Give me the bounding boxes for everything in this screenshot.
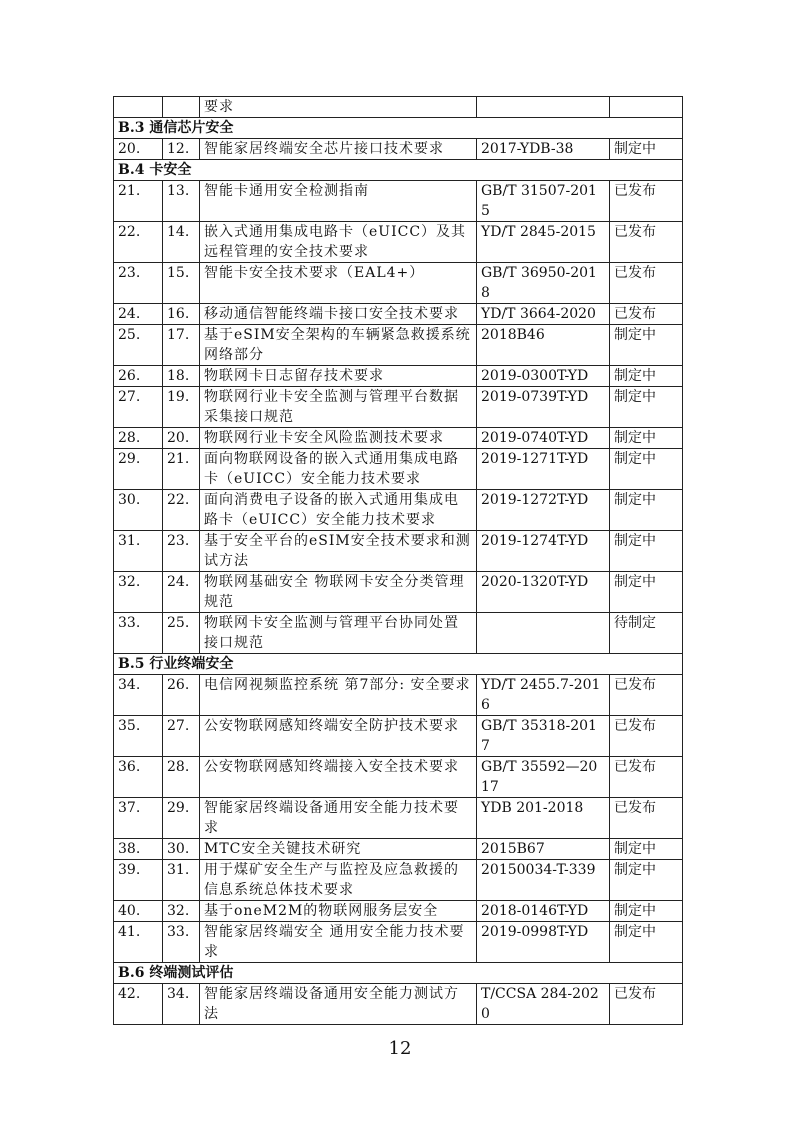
table-row xyxy=(114,222,683,263)
standards-table-body xyxy=(114,97,683,1025)
sub-number: 14. xyxy=(163,222,200,263)
standard-code: 2018B46 xyxy=(477,325,610,366)
standard-name: 用于煤矿安全生产与监控及应急救援的信息系统总体技术要求 xyxy=(200,860,477,901)
standard-code: 2019-1272T-YD xyxy=(477,490,610,531)
standard-name: 公安物联网感知终端接入安全技术要求 xyxy=(200,757,477,798)
table-row xyxy=(114,366,683,387)
row-number: 37. xyxy=(114,798,163,839)
standard-status: 制定中 xyxy=(610,922,683,963)
row-number: 36. xyxy=(114,757,163,798)
page-number: 12 xyxy=(388,1038,412,1059)
row-number xyxy=(114,97,163,118)
sub-number: 19. xyxy=(163,387,200,428)
section-header-row xyxy=(114,160,683,181)
row-number: 24. xyxy=(114,304,163,325)
row-number: 42. xyxy=(114,984,163,1025)
standard-code: 2019-0300T-YD xyxy=(477,366,610,387)
standard-name: 物联网行业卡安全风险监测技术要求 xyxy=(200,428,477,449)
standard-status: 已发布 xyxy=(610,222,683,263)
table-row xyxy=(114,531,683,572)
row-number: 34. xyxy=(114,675,163,716)
table-row xyxy=(114,263,683,304)
sub-number: 30. xyxy=(163,839,200,860)
standard-name: 智能家居终端安全 通用安全能力技术要求 xyxy=(200,922,477,963)
standard-code: 2019-1274T-YD xyxy=(477,531,610,572)
standard-code: YD/T 2455.7-2016 xyxy=(477,675,610,716)
standards-table xyxy=(113,96,683,1025)
standard-code: T/CCSA 284-2020 xyxy=(477,984,610,1025)
standard-code: 2015B67 xyxy=(477,839,610,860)
standard-code xyxy=(477,613,610,654)
table-row xyxy=(114,757,683,798)
table-row xyxy=(114,490,683,531)
standard-code: 2017-YDB-38 xyxy=(477,139,610,160)
table-row xyxy=(114,428,683,449)
standard-name: 物联网基础安全 物联网卡安全分类管理规范 xyxy=(200,572,477,613)
standard-status: 制定中 xyxy=(610,139,683,160)
table-row xyxy=(114,572,683,613)
standard-status: 制定中 xyxy=(610,366,683,387)
standard-code: 2019-0740T-YD xyxy=(477,428,610,449)
standard-name: 电信网视频监控系统 第7部分: 安全要求 xyxy=(200,675,477,716)
standard-name: 智能卡通用安全检测指南 xyxy=(200,181,477,222)
standard-status: 制定中 xyxy=(610,449,683,490)
standard-name: MTC安全关键技术研究 xyxy=(200,839,477,860)
standard-code: GB/T 35592—2017 xyxy=(477,757,610,798)
standard-name: 智能家居终端设备通用安全能力测试方法 xyxy=(200,984,477,1025)
row-number: 35. xyxy=(114,716,163,757)
row-number: 26. xyxy=(114,366,163,387)
sub-number: 28. xyxy=(163,757,200,798)
standard-status: 制定中 xyxy=(610,428,683,449)
sub-number: 17. xyxy=(163,325,200,366)
table-row xyxy=(114,97,683,118)
standard-status: 已发布 xyxy=(610,304,683,325)
standard-name: 要求 xyxy=(200,97,477,118)
standard-name: 公安物联网感知终端安全防护技术要求 xyxy=(200,716,477,757)
table-row xyxy=(114,613,683,654)
standard-name: 基于oneM2M的物联网服务层安全 xyxy=(200,901,477,922)
table-row xyxy=(114,716,683,757)
sub-number: 15. xyxy=(163,263,200,304)
table-row xyxy=(114,901,683,922)
standard-name: 物联网卡日志留存技术要求 xyxy=(200,366,477,387)
section-header-row xyxy=(114,654,683,675)
sub-number: 24. xyxy=(163,572,200,613)
standard-name: 基于eSIM安全架构的车辆紧急救援系统 网络部分 xyxy=(200,325,477,366)
standard-code: GB/T 35318-2017 xyxy=(477,716,610,757)
standard-name: 面向消费电子设备的嵌入式通用集成电路卡（eUICC）安全能力技术要求 xyxy=(200,490,477,531)
standard-code xyxy=(477,97,610,118)
row-number: 21. xyxy=(114,181,163,222)
sub-number: 23. xyxy=(163,531,200,572)
row-number: 38. xyxy=(114,839,163,860)
sub-number: 27. xyxy=(163,716,200,757)
standard-name: 面向物联网设备的嵌入式通用集成电路卡（eUICC）安全能力技术要求 xyxy=(200,449,477,490)
section-header-row xyxy=(114,963,683,984)
standard-status: 制定中 xyxy=(610,490,683,531)
section-title: B.3 通信芯片安全 xyxy=(114,118,683,139)
sub-number: 21. xyxy=(163,449,200,490)
standard-name: 智能家居终端设备通用安全能力技术要求 xyxy=(200,798,477,839)
section-title: B.4 卡安全 xyxy=(114,160,683,181)
standard-status: 已发布 xyxy=(610,984,683,1025)
standard-status: 制定中 xyxy=(610,572,683,613)
row-number: 20. xyxy=(114,139,163,160)
sub-number: 33. xyxy=(163,922,200,963)
standard-status: 待制定 xyxy=(610,613,683,654)
sub-number: 29. xyxy=(163,798,200,839)
row-number: 28. xyxy=(114,428,163,449)
standard-code: 2020-1320T-YD xyxy=(477,572,610,613)
sub-number: 13. xyxy=(163,181,200,222)
row-number: 32. xyxy=(114,572,163,613)
row-number: 40. xyxy=(114,901,163,922)
standard-name: 物联网行业卡安全监测与管理平台数据采集接口规范 xyxy=(200,387,477,428)
sub-number xyxy=(163,97,200,118)
standard-status: 已发布 xyxy=(610,798,683,839)
row-number: 33. xyxy=(114,613,163,654)
sub-number: 22. xyxy=(163,490,200,531)
standard-name: 移动通信智能终端卡接口安全技术要求 xyxy=(200,304,477,325)
section-title: B.6 终端测试评估 xyxy=(114,963,683,984)
table-row xyxy=(114,325,683,366)
table-row xyxy=(114,922,683,963)
sub-number: 32. xyxy=(163,901,200,922)
standard-code: YD/T 3664-2020 xyxy=(477,304,610,325)
standard-code: 2018-0146T-YD xyxy=(477,901,610,922)
standard-code: 2019-0739T-YD xyxy=(477,387,610,428)
standard-status xyxy=(610,97,683,118)
section-title: B.5 行业终端安全 xyxy=(114,654,683,675)
standard-code: YD/T 2845-2015 xyxy=(477,222,610,263)
sub-number: 34. xyxy=(163,984,200,1025)
standard-status: 已发布 xyxy=(610,757,683,798)
standard-code: GB/T 36950-2018 xyxy=(477,263,610,304)
standard-status: 已发布 xyxy=(610,181,683,222)
standard-name: 智能卡安全技术要求（EAL4+） xyxy=(200,263,477,304)
row-number: 39. xyxy=(114,860,163,901)
row-number: 22. xyxy=(114,222,163,263)
standard-status: 已发布 xyxy=(610,263,683,304)
standard-status: 制定中 xyxy=(610,325,683,366)
standard-status: 已发布 xyxy=(610,675,683,716)
sub-number: 26. xyxy=(163,675,200,716)
standard-name: 智能家居终端安全芯片接口技术要求 xyxy=(200,139,477,160)
standard-code: 20150034-T-339 xyxy=(477,860,610,901)
row-number: 23. xyxy=(114,263,163,304)
standard-code: YDB 201-2018 xyxy=(477,798,610,839)
row-number: 31. xyxy=(114,531,163,572)
sub-number: 16. xyxy=(163,304,200,325)
table-row xyxy=(114,449,683,490)
standard-code: 2019-0998T-YD xyxy=(477,922,610,963)
sub-number: 20. xyxy=(163,428,200,449)
sub-number: 12. xyxy=(163,139,200,160)
table-row xyxy=(114,675,683,716)
row-number: 27. xyxy=(114,387,163,428)
table-row xyxy=(114,139,683,160)
table-row xyxy=(114,181,683,222)
row-number: 29. xyxy=(114,449,163,490)
standard-status: 制定中 xyxy=(610,901,683,922)
sub-number: 31. xyxy=(163,860,200,901)
row-number: 30. xyxy=(114,490,163,531)
table-row xyxy=(114,860,683,901)
standard-status: 已发布 xyxy=(610,716,683,757)
table-row xyxy=(114,387,683,428)
row-number: 25. xyxy=(114,325,163,366)
sub-number: 18. xyxy=(163,366,200,387)
section-header-row xyxy=(114,118,683,139)
table-row xyxy=(114,304,683,325)
standard-status: 制定中 xyxy=(610,387,683,428)
standard-status: 制定中 xyxy=(610,860,683,901)
row-number: 41. xyxy=(114,922,163,963)
standard-name: 基于安全平台的eSIM安全技术要求和测试方法 xyxy=(200,531,477,572)
standard-name: 嵌入式通用集成电路卡（eUICC）及其远程管理的安全技术要求 xyxy=(200,222,477,263)
table-row xyxy=(114,798,683,839)
table-row xyxy=(114,984,683,1025)
standard-status: 制定中 xyxy=(610,839,683,860)
table-row xyxy=(114,839,683,860)
standard-code: 2019-1271T-YD xyxy=(477,449,610,490)
standard-status: 制定中 xyxy=(610,531,683,572)
standard-name: 物联网卡安全监测与管理平台协同处置接口规范 xyxy=(200,613,477,654)
standard-code: GB/T 31507-2015 xyxy=(477,181,610,222)
sub-number: 25. xyxy=(163,613,200,654)
